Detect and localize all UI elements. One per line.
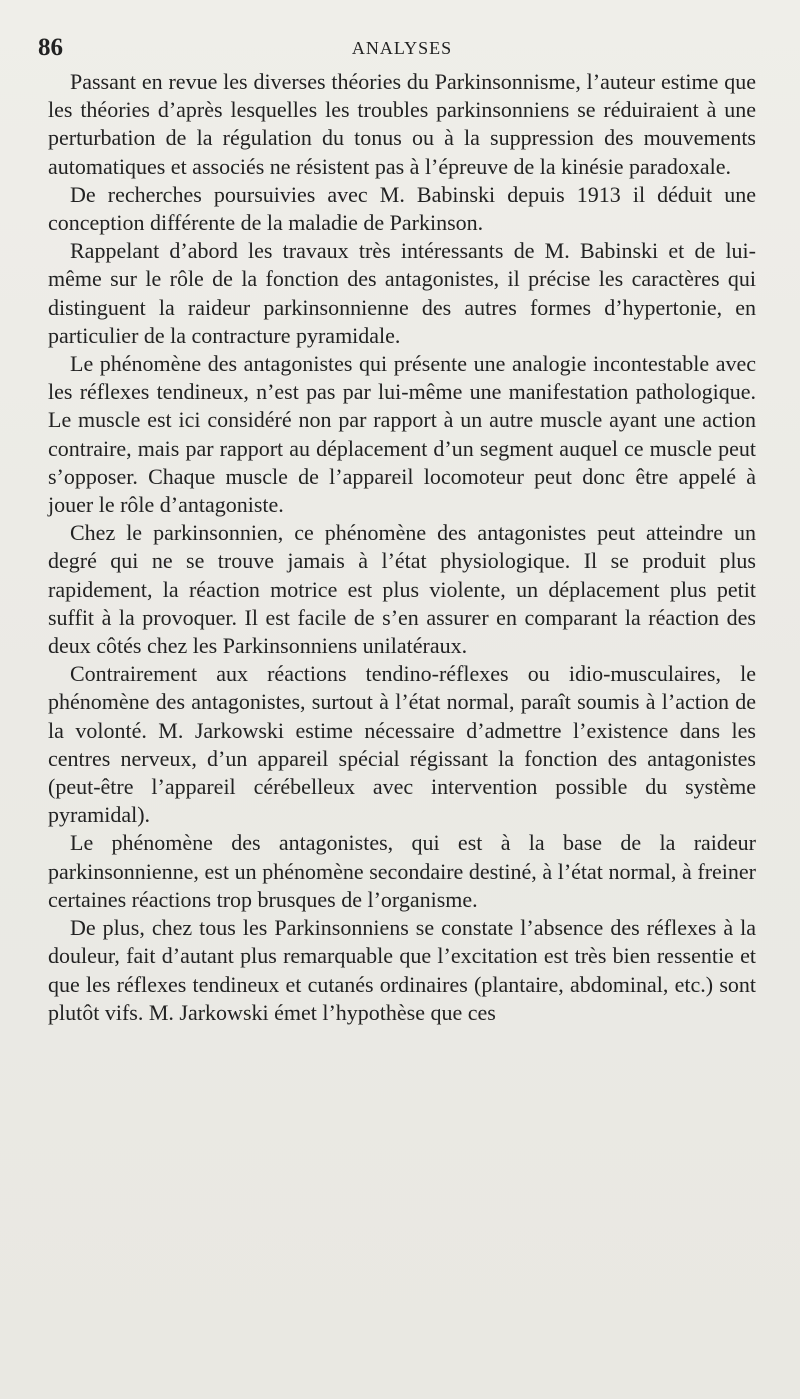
paragraph: Contrairement aux réactions tendino-réflexes ou idio-musculaires, le phénomène des antagonistes, surtout à l’état normal, paraît soumis à l’action de la volonté. M. Jarkowski estime nécessaire d’admettre l’existence dans les centres nerveux, d’un appareil spécial régissant la fonction des antagonistes (peut-être l’appareil cérébelleux avec intervention possible du système pyramidal). xyxy=(48,661,756,828)
page-number: 86 xyxy=(38,34,63,61)
body-text xyxy=(48,68,756,1027)
paragraph: Passant en revue les diverses théories du Parkinsonnisme, l’auteur estime que les théories d’après lesquelles les troubles parkinsonniens se réduiraient à une perturbation de la régulation du tonus ou à la suppression des mouvements automatiques et associés ne résistent pas à l’épreuve de la kinésie paradoxale. xyxy=(48,69,756,179)
page-header xyxy=(38,30,756,68)
paragraph: De plus, chez tous les Parkinsonniens se constate l’absence des réflexes à la douleur, fait d’autant plus remarquable que l’excitation est très bien ressentie et que les réflexes tendineux et cutanés ordinaires (plantaire, abdominal, etc.) sont plutôt vifs. M. Jarkowski émet l’hypothèse que ces xyxy=(48,915,756,1025)
running-head: ANALYSES xyxy=(351,38,453,58)
paragraph: Rappelant d’abord les travaux très intéressants de M. Babinski et de lui-même sur le rôle de la fonction des antagonistes, il précise les caractères qui distinguent la raideur parkinsonnienne des autres formes d’hypertonie, en particulier de la contracture pyramidale. xyxy=(48,238,756,348)
paragraph: Le phénomène des antagonistes qui présente une analogie incontestable avec les réflexes tendineux, n’est pas par lui-même une manifestation pathologique. Le muscle est ici considéré non par rapport à un autre muscle ayant une action contraire, mais par rapport au déplacement d’un segment auquel ce muscle peut s’opposer. Chaque muscle de l’appareil locomoteur peut donc être appelé à jouer le rôle d’antagoniste. xyxy=(48,351,756,518)
paragraph: Chez le parkinsonnien, ce phénomène des antagonistes peut atteindre un degré qui ne se trouve jamais à l’état physiologique. Il se produit plus rapidement, la réaction motrice est plus violente, un déplacement plus petit suffit à la provoquer. Il est facile de s’en assurer en comparant la réaction des deux côtés chez les Parkinsonniens unilatéraux. xyxy=(48,520,756,659)
paragraph: Le phénomène des antagonistes, qui est à la base de la raideur parkinsonnienne, est un phénomène secondaire destiné, à l’état normal, à freiner certaines réactions trop brusques de l’organisme. xyxy=(48,830,756,912)
paragraph: De recherches poursuivies avec M. Babinski depuis 1913 il déduit une conception différente de la maladie de Parkinson. xyxy=(48,181,756,236)
